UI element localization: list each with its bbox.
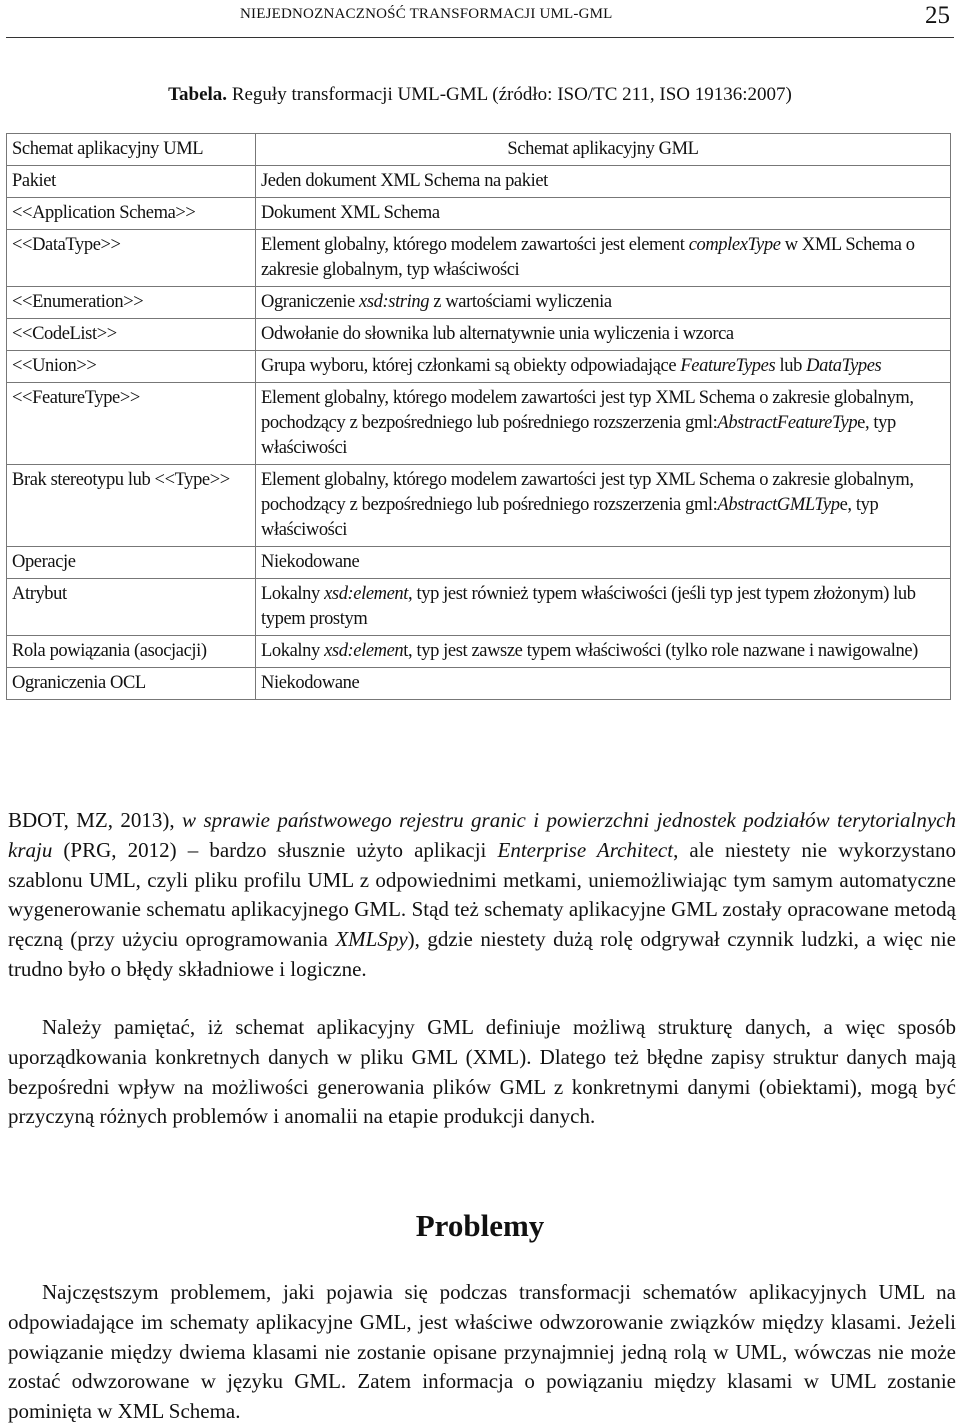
column-header-uml: Schemat aplikacyjny UML <box>7 134 256 166</box>
header-rule <box>6 37 954 38</box>
gml-cell: Odwołanie do słownika lub alternatywnie unia wyliczenia i wzorca <box>256 319 951 351</box>
gml-cell: Dokument XML Schema <box>256 198 951 230</box>
uml-cell: Atrybut <box>7 579 256 636</box>
uml-cell: Ograniczenia OCL <box>7 668 256 700</box>
uml-cell: Rola powiązania (asocjacji) <box>7 636 256 668</box>
table-row <box>7 166 951 198</box>
uml-cell: <<Enumeration>> <box>7 287 256 319</box>
gml-cell: Niekodowane <box>256 547 951 579</box>
page-header <box>0 0 960 38</box>
gml-cell: Element globalny, którego modelem zawartości jest typ XML Schema o zakresie globalnym, pochodzący z bezpośredniego lub pośredniego rozszerzenia gml:AbstractGMLType, typ właściwości <box>256 465 951 547</box>
section-heading: Problemy <box>415 1208 545 1243</box>
table-row <box>7 579 951 636</box>
uml-cell: Brak stereotypu lub <<Type>> <box>7 465 256 547</box>
table-row <box>7 383 951 465</box>
gml-cell: Jeden dokument XML Schema na pakiet <box>256 166 951 198</box>
transformation-rules-table <box>6 133 951 700</box>
table-row <box>7 668 951 700</box>
caption-label: Tabela. <box>168 84 228 105</box>
running-title: NIEJEDNOZNACZNOŚĆ TRANSFORMACJI UML-GML <box>240 6 613 22</box>
uml-cell: Pakiet <box>7 166 256 198</box>
gml-cell: Niekodowane <box>256 668 951 700</box>
gml-cell: Element globalny, którego modelem zawartości jest typ XML Schema o zakresie globalnym, pochodzący z bezpośredniego lub pośredniego rozszerzenia gml:AbstractFeatureType, typ właściwości <box>256 383 951 465</box>
column-header-gml: Schemat aplikacyjny GML <box>256 134 951 166</box>
table-row <box>7 230 951 287</box>
uml-cell: <<FeatureType>> <box>7 383 256 465</box>
uml-cell: <<DataType>> <box>7 230 256 287</box>
table-row <box>7 547 951 579</box>
gml-cell: Lokalny xsd:element, typ jest zawsze typem właściwości (tylko role nazwane i nawigowalne) <box>256 636 951 668</box>
gml-cell: Lokalny xsd:element, typ jest również typem właściwości (jeśli typ jest typem złożonym) lub typem prostym <box>256 579 951 636</box>
table-row <box>7 319 951 351</box>
table-header-row <box>7 134 951 166</box>
table-row <box>7 465 951 547</box>
table-caption <box>0 84 960 106</box>
gml-cell: Element globalny, którego modelem zawartości jest element complexType w XML Schema o zakresie globalnym, typ właściwości <box>256 230 951 287</box>
uml-cell: <<Union>> <box>7 351 256 383</box>
paragraph-2: Należy pamiętać, iż schemat aplikacyjny GML definiuje możliwą strukturę danych, a więc sposób uporządkowania konkretnych danych w pliku GML (XML). Dlatego też błędne zapisy struktur danych mają bezpośredni wpływ na możliwości generowania plików GML z konkretnymi danymi (obiektami), mogą być przyczyną różnych problemów i anomalii na etapie produkcji danych. <box>8 1015 956 1129</box>
table-row <box>7 287 951 319</box>
table-row <box>7 198 951 230</box>
page-number: 25 <box>925 2 950 29</box>
caption-text: Reguły transformacji UML-GML (źródło: ISO/TC 211, ISO 19136:2007) <box>227 84 792 105</box>
uml-cell: <<Application Schema>> <box>7 198 256 230</box>
paragraph-1: BDOT, MZ, 2013), w sprawie państwowego rejestru granic i powierzchni jednostek podziałów terytorialnych kraju (PRG, 2012) – bardzo słusznie użyto aplikacji Enterprise Architect, ale niestety nie wykorzystano szablonu UML, czyli pliku profilu UML z odpowiednimi metkami, uniemożliwiając tym samym automatyczne wygenerowanie schematu aplikacyjnego GML. Stąd też schematy aplikacyjne GML zostały opracowane metodą ręczną (przy użyciu oprogramowania XMLSpy), gdzie niestety dużą rolę odgrywał czynnik ludzki, a więc nie trudno było o błędy składniowe i logiczne. <box>8 808 957 981</box>
table-row <box>7 351 951 383</box>
uml-cell: <<CodeList>> <box>7 319 256 351</box>
gml-cell: Ograniczenie xsd:string z wartościami wyliczenia <box>256 287 951 319</box>
paragraph-3: Najczęstszym problemem, jaki pojawia się podczas transformacji schematów aplikacyjnych UML na odpowiadające im schematy aplikacyjne GML, jest właściwe odwzorowanie związków między klasami. Jeżeli powiązanie między dwiema klasami nie zostanie opisane przynajmniej jedną rolą w UML, wówczas nie może zostać odwzorowane w języku GML. Zatem informacja o powiązaniu między klasami w UML zostanie pominięta w XML Schema. <box>8 1280 956 1424</box>
uml-cell: Operacje <box>7 547 256 579</box>
gml-cell: Grupa wyboru, której członkami są obiekty odpowiadające FeatureTypes lub DataTypes <box>256 351 951 383</box>
table-row <box>7 636 951 668</box>
